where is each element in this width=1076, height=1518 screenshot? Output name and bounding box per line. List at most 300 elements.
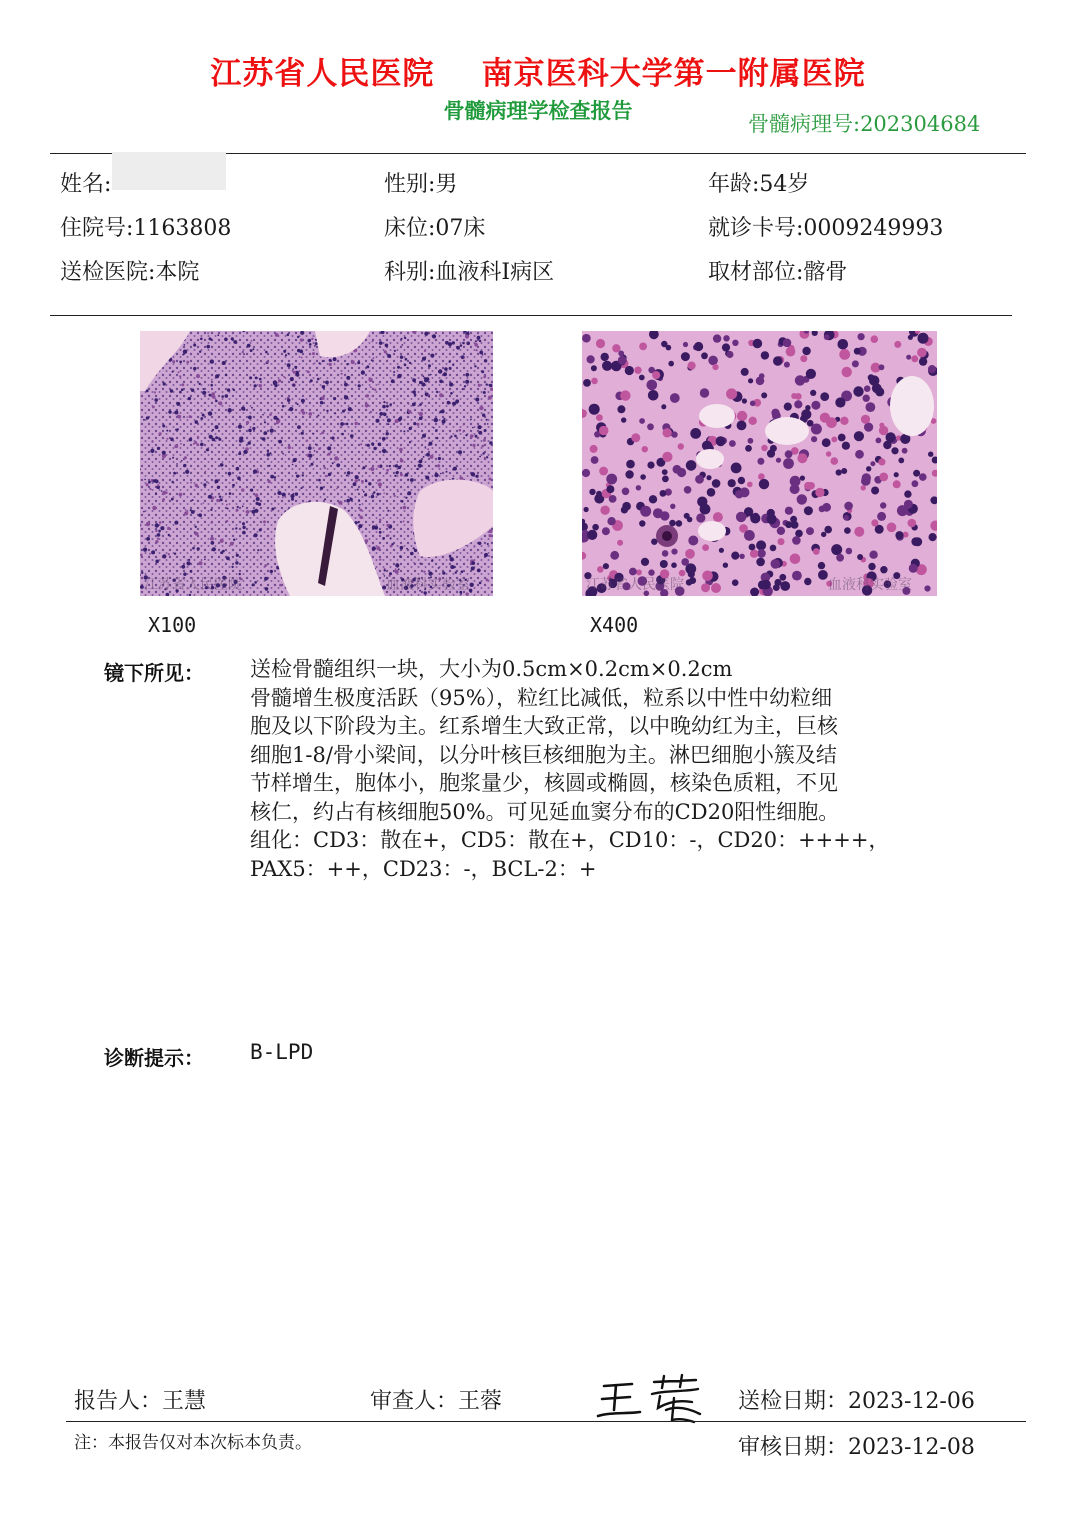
tissue-texture (317, 415, 319, 417)
tissue-texture (176, 402, 180, 406)
tissue-texture (434, 473, 438, 477)
tissue-texture (308, 446, 312, 450)
reviewer-signature (596, 1372, 706, 1424)
tissue-texture (207, 332, 209, 334)
tissue-texture (414, 394, 417, 397)
tissue-texture (243, 450, 247, 454)
tissue-texture (450, 392, 453, 395)
tissue-texture (387, 534, 389, 536)
tissue-texture (420, 563, 422, 565)
micrograph-x100 (140, 331, 493, 596)
cell-texture (660, 560, 668, 568)
tissue-texture (329, 363, 332, 366)
cell-texture (696, 513, 705, 522)
tissue-texture (254, 581, 257, 584)
cell-texture (737, 421, 747, 431)
tissue-texture (388, 423, 390, 425)
tissue-texture (389, 465, 391, 467)
cell-texture (791, 393, 797, 399)
cell-texture (639, 520, 645, 526)
tissue-texture (376, 546, 380, 550)
tissue-texture (414, 549, 417, 552)
cell-texture (600, 506, 609, 515)
tissue-texture (292, 384, 295, 387)
tissue-texture (377, 465, 380, 468)
tissue-texture (225, 374, 228, 377)
tissue-texture (449, 555, 452, 558)
tissue-texture (327, 453, 330, 456)
tissue-texture (329, 359, 332, 362)
tissue-texture (403, 506, 407, 510)
cell-texture (806, 369, 816, 379)
tissue-texture (200, 443, 204, 447)
cell-texture (669, 520, 676, 527)
tissue-texture (293, 458, 297, 462)
tissue-texture (397, 374, 401, 378)
cell-texture (894, 472, 899, 477)
tissue-texture (215, 374, 219, 378)
cell-texture (681, 352, 690, 361)
tissue-texture (202, 391, 206, 395)
cell-texture (800, 476, 805, 481)
tissue-texture (359, 516, 363, 520)
cell-texture (700, 388, 709, 397)
tissue-texture (155, 523, 159, 527)
tissue-texture (446, 471, 448, 473)
tissue-texture (355, 479, 358, 482)
tissue-texture (268, 480, 271, 483)
tissue-texture (230, 542, 234, 546)
tissue-texture (333, 357, 337, 361)
cell-texture (736, 512, 746, 522)
tissue-texture (174, 411, 178, 415)
cell-texture (701, 352, 708, 359)
tissue-texture (489, 534, 492, 537)
tissue-texture (252, 427, 255, 430)
tissue-texture (168, 410, 171, 413)
cell-texture (777, 527, 785, 535)
patient-age: 年龄:54岁 (708, 172, 810, 197)
microscopy-line: 送检骨髓组织一块，大小为0.5cm×0.2cm×0.2cm (250, 657, 733, 681)
tissue-texture (278, 440, 282, 444)
tissue-texture (370, 386, 372, 388)
cell-texture (597, 566, 604, 573)
tissue-texture (184, 456, 187, 459)
microscopy-line: 节样增生，胞体小，胞浆量少，核圆或椭圆，核染色质粗，不见 (250, 771, 838, 795)
tissue-texture (157, 538, 159, 540)
cell-texture (609, 495, 617, 503)
cell-texture (831, 544, 842, 555)
tissue-texture (398, 466, 401, 469)
tissue-texture (250, 349, 253, 352)
cell-texture (663, 428, 672, 437)
tissue-texture (181, 460, 183, 462)
cell-texture (866, 402, 876, 412)
tissue-texture (470, 434, 474, 438)
cell-texture (804, 506, 813, 515)
tissue-texture (254, 384, 257, 387)
cell-texture (784, 403, 792, 411)
tissue-texture (450, 435, 452, 437)
cell-texture (797, 453, 807, 463)
tissue-texture (394, 475, 396, 477)
tissue-texture (295, 492, 298, 495)
cell-texture (853, 386, 863, 396)
cell-texture (602, 527, 610, 535)
cell-texture (895, 531, 903, 539)
tissue-texture (282, 493, 286, 497)
tissue-texture (365, 480, 367, 482)
tissue-texture (379, 519, 382, 522)
tissue-texture (162, 498, 165, 501)
tissue-texture (210, 339, 212, 341)
tissue-texture (146, 522, 150, 526)
tissue-texture (360, 443, 362, 445)
cell-texture (795, 530, 803, 538)
tissue-texture (222, 550, 225, 553)
tissue-texture (270, 429, 274, 433)
cell-texture (783, 458, 794, 469)
tissue-texture (488, 396, 492, 400)
cell-texture (673, 465, 682, 474)
cell-texture (591, 378, 598, 385)
tissue-texture (196, 443, 199, 446)
disclaimer-note: 注：本报告仅对本次标本负责。 (74, 1433, 312, 1453)
tissue-texture (322, 385, 326, 389)
tissue-texture (377, 479, 380, 482)
cell-texture (776, 458, 781, 463)
tissue-texture (410, 478, 414, 482)
tissue-texture (341, 433, 344, 436)
tissue-texture (327, 446, 331, 450)
tissue-texture (431, 560, 433, 562)
tissue-texture (149, 553, 151, 555)
tissue-texture (236, 554, 239, 557)
tissue-texture (287, 334, 290, 337)
tissue-texture (370, 467, 374, 471)
cell-texture (783, 339, 792, 348)
cell-texture (757, 458, 764, 465)
cell-texture (841, 468, 847, 474)
tissue-texture (212, 547, 216, 551)
cell-texture (606, 474, 617, 485)
cell-texture (913, 537, 922, 546)
tissue-texture (310, 379, 313, 382)
cell-texture (818, 562, 825, 569)
tissue-texture (155, 560, 159, 564)
cell-texture (642, 446, 648, 452)
tissue-texture (477, 569, 481, 573)
tissue-texture (465, 380, 469, 384)
cell-texture (843, 515, 849, 521)
tissue-texture (421, 383, 425, 387)
cell-texture (589, 404, 600, 415)
tissue-texture (344, 395, 348, 399)
cell-texture (640, 506, 651, 517)
tissue-texture (478, 542, 481, 545)
tissue-texture (464, 385, 466, 387)
tissue-texture (259, 378, 262, 381)
tissue-texture (229, 492, 232, 495)
tissue-texture (212, 429, 214, 431)
cell-texture (924, 585, 930, 591)
tissue-texture (484, 429, 487, 432)
microscopy-line: 骨髓增生极度活跃（95%），粒红比减低，粒系以中性中幼粒细 (250, 685, 833, 710)
tissue-texture (282, 497, 284, 499)
tissue-texture (189, 594, 191, 596)
tissue-texture (238, 425, 242, 429)
tissue-texture (159, 521, 162, 524)
tissue-texture (324, 498, 326, 500)
cell-texture (606, 485, 614, 493)
tissue-texture (391, 543, 393, 545)
tissue-texture (301, 357, 303, 359)
tissue-texture (220, 463, 224, 467)
cell-texture (749, 417, 757, 425)
tissue-texture (391, 379, 395, 383)
cell-texture (913, 470, 920, 477)
tissue-texture (361, 480, 364, 483)
tissue-texture (471, 567, 475, 571)
cell-texture (794, 400, 802, 408)
cell-texture (700, 504, 711, 515)
tissue-texture (206, 481, 208, 483)
tissue-texture (489, 441, 492, 444)
tissue-texture (396, 471, 399, 474)
tissue-texture (219, 496, 221, 498)
tissue-texture (270, 475, 274, 479)
cell-texture (584, 507, 589, 512)
tissue-texture (350, 434, 354, 438)
tissue-texture (400, 546, 404, 550)
tissue-texture (290, 494, 294, 498)
tissue-texture (212, 395, 216, 399)
tissue-texture (386, 469, 389, 472)
cell-texture (742, 398, 747, 403)
cell-texture (904, 500, 913, 509)
cell-texture (749, 544, 756, 551)
tissue-texture (241, 488, 244, 491)
cell-texture (911, 355, 918, 362)
tissue-texture (267, 450, 269, 452)
tissue-texture (202, 388, 204, 390)
cell-texture (639, 418, 645, 424)
tissue-texture (146, 416, 149, 419)
tissue-texture (439, 393, 443, 397)
tissue-texture (399, 448, 403, 452)
cell-texture (688, 362, 696, 370)
tissue-texture (358, 524, 362, 528)
cell-texture (854, 431, 864, 441)
tissue-texture (236, 467, 240, 471)
tissue-texture (293, 493, 295, 495)
cell-texture (761, 392, 767, 398)
tissue-texture (472, 444, 475, 447)
tissue-texture (342, 410, 345, 413)
tissue-texture (371, 495, 374, 498)
tissue-texture (176, 463, 178, 465)
cell-texture (617, 405, 625, 413)
cell-texture (844, 527, 851, 534)
tissue-texture (290, 377, 294, 381)
tissue-texture (236, 509, 239, 512)
tissue-texture (423, 376, 425, 378)
tissue-texture (210, 359, 214, 363)
tissue-texture (241, 407, 245, 411)
tissue-texture (210, 521, 212, 523)
tissue-texture (168, 534, 170, 536)
tissue-texture (250, 489, 253, 492)
tissue-texture (456, 346, 460, 350)
cell-texture (708, 356, 718, 366)
tissue-texture (307, 371, 310, 374)
tissue-texture (483, 376, 486, 379)
cell-texture (761, 445, 767, 451)
cell-texture (759, 479, 769, 489)
cell-texture (858, 333, 865, 340)
cell-texture (785, 507, 793, 515)
tissue-texture (301, 432, 304, 435)
tissue-texture (465, 334, 469, 338)
cell-texture (811, 424, 822, 435)
tissue-texture (278, 379, 281, 382)
tissue-texture (216, 499, 219, 502)
cell-texture (602, 361, 612, 371)
cell-texture (756, 540, 766, 550)
tissue-texture (180, 493, 182, 495)
tissue-texture (155, 530, 157, 532)
tissue-texture (236, 562, 238, 564)
tissue-texture (314, 362, 316, 364)
cell-texture (836, 554, 844, 562)
info-divider (50, 315, 1012, 316)
caption-x400: X400 (590, 613, 639, 637)
cell-texture (852, 360, 859, 367)
tissue-texture (190, 482, 192, 484)
tissue-texture (267, 536, 269, 538)
cell-texture (631, 433, 640, 442)
tissue-texture (481, 370, 484, 373)
tissue-texture (400, 473, 403, 476)
tissue-texture (151, 441, 153, 443)
tissue-texture (452, 341, 455, 344)
cell-texture (826, 451, 831, 456)
tissue-texture (416, 423, 419, 426)
tissue-texture (449, 367, 452, 370)
cell-texture (596, 339, 605, 348)
tissue-texture (289, 407, 293, 411)
tissue-texture (157, 484, 159, 486)
tissue-texture (353, 482, 357, 486)
tissue-texture (248, 441, 251, 444)
cell-texture (748, 438, 754, 444)
microscopy-line: 胞及以下阶段为主。红系增生大致正常，以中晚幼红为主，巨核 (250, 714, 838, 738)
tissue-texture (435, 429, 438, 432)
tissue-texture (470, 419, 472, 421)
cell-texture (839, 349, 850, 360)
tissue-texture (233, 389, 235, 391)
cell-texture (818, 570, 828, 580)
tissue-texture (486, 456, 488, 458)
tissue-texture (346, 423, 349, 426)
tissue-texture (454, 435, 457, 438)
cell-texture (741, 368, 749, 376)
tissue-texture (161, 490, 163, 492)
cell-texture (863, 395, 870, 402)
tissue-texture (266, 361, 268, 363)
tissue-texture (367, 444, 370, 447)
cell-texture (857, 554, 863, 560)
tissue-texture (379, 341, 383, 345)
cell-texture (722, 343, 730, 351)
tissue-texture (470, 583, 474, 587)
tissue-texture (404, 364, 407, 367)
cell-texture (846, 548, 853, 555)
tissue-texture (259, 529, 262, 532)
tissue-texture (395, 419, 399, 423)
tissue-texture (237, 506, 239, 508)
tissue-texture (297, 403, 299, 405)
tissue-texture (338, 501, 342, 505)
tissue-texture (242, 351, 244, 353)
tissue-texture (210, 537, 214, 541)
cell-texture (790, 476, 801, 487)
cell-texture (826, 417, 837, 428)
cell-texture (592, 524, 599, 531)
cell-texture (869, 551, 877, 559)
cell-texture (702, 544, 709, 551)
tissue-texture (344, 383, 348, 387)
tissue-texture (479, 351, 483, 355)
tissue-texture (265, 351, 268, 354)
cell-texture (908, 335, 913, 340)
cell-texture (695, 475, 704, 484)
cell-texture (821, 532, 826, 537)
tissue-texture (206, 448, 209, 451)
tissue-texture (452, 364, 454, 366)
cell-texture (879, 473, 888, 482)
tissue-texture (218, 401, 222, 405)
microscopy-label: 镜下所见： (104, 661, 204, 685)
cell-texture (618, 351, 624, 357)
tissue-texture (364, 539, 368, 543)
cell-texture (647, 380, 658, 391)
tissue-texture (379, 531, 382, 534)
tissue-texture (242, 526, 245, 529)
cell-texture (797, 494, 807, 504)
tissue-texture (332, 462, 334, 464)
cell-texture (723, 563, 728, 568)
tissue-texture (460, 344, 463, 347)
tissue-texture (162, 554, 166, 558)
cell-texture (779, 574, 786, 581)
tissue-texture (407, 491, 411, 495)
tissue-texture (170, 389, 173, 392)
cell-texture (822, 438, 831, 447)
tissue-texture (412, 403, 416, 407)
tissue-texture (186, 561, 190, 565)
tissue-texture (154, 391, 156, 393)
microscopy-line: 细胞1-8/骨小梁间，以分叶核巨核细胞为主。淋巴细胞小簇及结 (250, 742, 837, 767)
tissue-texture (382, 537, 385, 540)
tissue-texture (426, 453, 430, 457)
tissue-texture (152, 506, 156, 510)
cell-texture (740, 487, 750, 497)
tissue-texture (163, 382, 166, 385)
tissue-texture (488, 555, 490, 557)
cell-texture (599, 467, 608, 476)
tissue-texture (312, 433, 314, 435)
